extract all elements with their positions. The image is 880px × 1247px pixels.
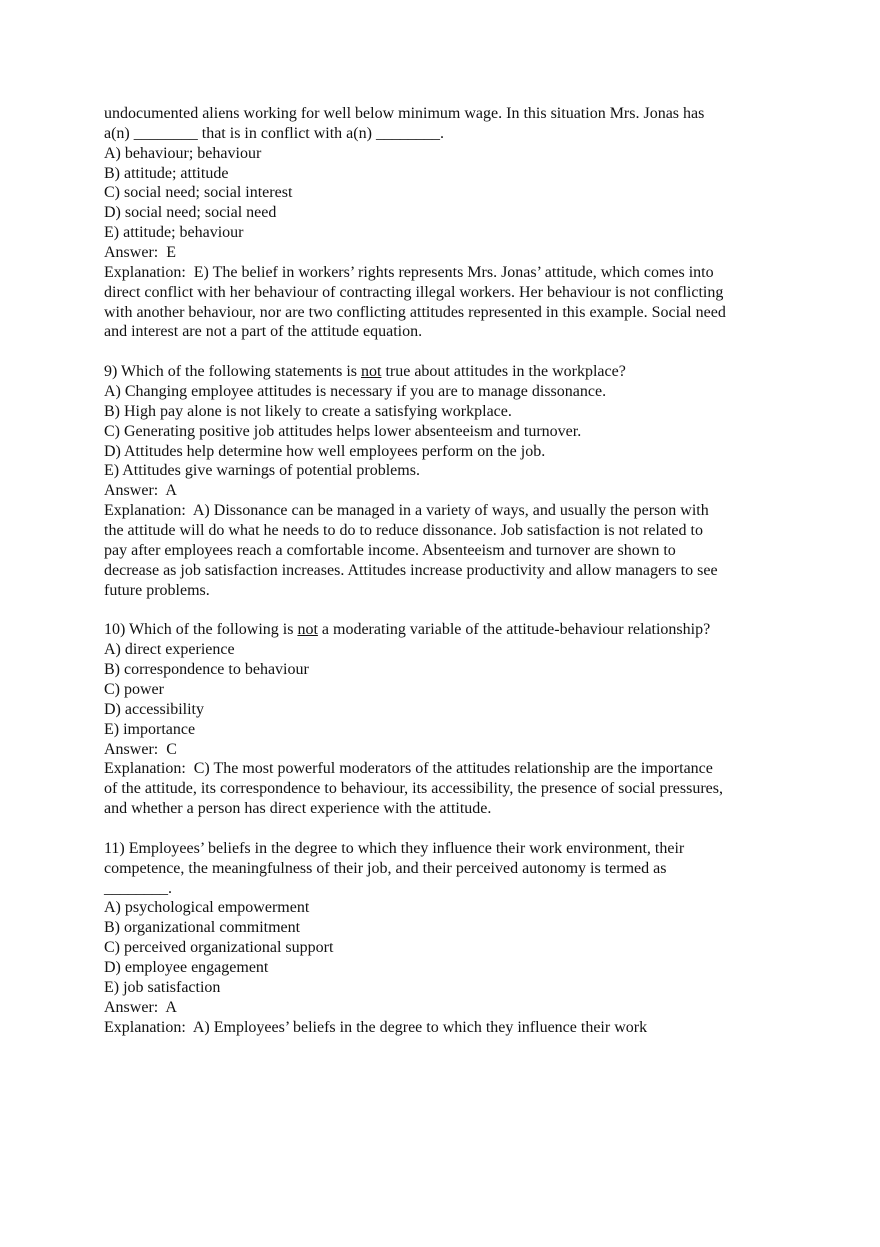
text-line: of the attitude, its correspondence to behaviour, its accessibility, the presence of social pressures,	[104, 780, 724, 798]
question-block-q9	[104, 362, 804, 600]
text-line: A) Changing employee attitudes is necessary if you are to manage dissonance.	[104, 383, 607, 401]
text-line: the attitude will do what he needs to do to reduce dissonance. Job satisfaction is not related to	[104, 522, 703, 540]
text-line: C) social need; social interest	[104, 184, 293, 202]
text-line: D) social need; social need	[104, 204, 277, 222]
question-block-q10	[104, 620, 804, 819]
text-segment: a moderating variable of the attitude-behaviour relationship?	[317, 621, 711, 639]
text-line	[104, 362, 804, 382]
text-line: Explanation: C) The most powerful moderators of the attitudes relationship are the importance	[104, 760, 713, 778]
text-line: Answer: E	[104, 244, 176, 262]
text-segment: true about attitudes in the workplace?	[381, 363, 626, 381]
text-line: E) Attitudes give warnings of potential problems.	[104, 462, 420, 480]
text-line: B) attitude; attitude	[104, 164, 229, 182]
text-line: pay after employees reach a comfortable income. Absenteeism and turnover are shown to	[104, 541, 676, 559]
text-line: E) importance	[104, 720, 196, 738]
text-line: decrease as job satisfaction increases. Attitudes increase productivity and allow managers to see	[104, 561, 718, 579]
blank-line	[104, 342, 804, 362]
text-line: a(n) ________ that is in conflict with a(n) ________.	[104, 124, 444, 142]
underlined-word: not	[361, 363, 382, 381]
text-line: with another behaviour, nor are two conflicting attitudes represented in this example. Social need	[104, 303, 726, 321]
document-page	[104, 104, 804, 1037]
text-line: future problems.	[104, 581, 210, 599]
text-line: E) attitude; behaviour	[104, 224, 244, 242]
text-line: and interest are not a part of the attitude equation.	[104, 323, 423, 341]
underlined-word: not	[297, 621, 318, 639]
text-line: C) perceived organizational support	[104, 939, 334, 957]
text-line: D) accessibility	[104, 700, 204, 718]
text-line: competence, the meaningfulness of their job, and their perceived autonomy is termed as	[104, 859, 667, 877]
text-line: Answer: A	[104, 482, 177, 500]
text-line	[104, 620, 804, 640]
blank-line	[104, 819, 804, 839]
text-line: D) Attitudes help determine how well employees perform on the job.	[104, 442, 546, 460]
text-line: Answer: C	[104, 740, 177, 758]
text-line: B) High pay alone is not likely to create a satisfying workplace.	[104, 402, 512, 420]
text-line: C) power	[104, 680, 164, 698]
text-line: Explanation: A) Dissonance can be managed in a variety of ways, and usually the person with	[104, 502, 709, 520]
text-line: Explanation: A) Employees’ beliefs in the degree to which they influence their work	[104, 1018, 648, 1036]
text-segment: 10) Which of the following is	[104, 621, 298, 639]
text-line: E) job satisfaction	[104, 978, 221, 996]
text-line: A) behaviour; behaviour	[104, 144, 262, 162]
text-line: 11) Employees’ beliefs in the degree to which they influence their work environment, their	[104, 839, 685, 857]
text-line: Answer: A	[104, 998, 177, 1016]
text-line: B) correspondence to behaviour	[104, 661, 309, 679]
question-block-q11	[104, 839, 804, 1038]
text-line: and whether a person has direct experience with the attitude.	[104, 800, 492, 818]
text-line: Explanation: E) The belief in workers’ rights represents Mrs. Jonas’ attitude, which comes into	[104, 263, 714, 281]
text-line: direct conflict with her behaviour of contracting illegal workers. Her behaviour is not conflicting	[104, 283, 724, 301]
text-segment: 9) Which of the following statements is	[104, 363, 361, 381]
blank-line	[104, 600, 804, 620]
text-line: ________.	[104, 879, 172, 897]
text-line: D) employee engagement	[104, 958, 269, 976]
text-line: B) organizational commitment	[104, 919, 301, 937]
text-line: A) direct experience	[104, 641, 235, 659]
text-line: A) psychological empowerment	[104, 899, 310, 917]
text-line: C) Generating positive job attitudes helps lower absenteeism and turnover.	[104, 422, 582, 440]
question-block-q8	[104, 104, 804, 342]
text-line: undocumented aliens working for well below minimum wage. In this situation Mrs. Jonas has	[104, 105, 705, 122]
